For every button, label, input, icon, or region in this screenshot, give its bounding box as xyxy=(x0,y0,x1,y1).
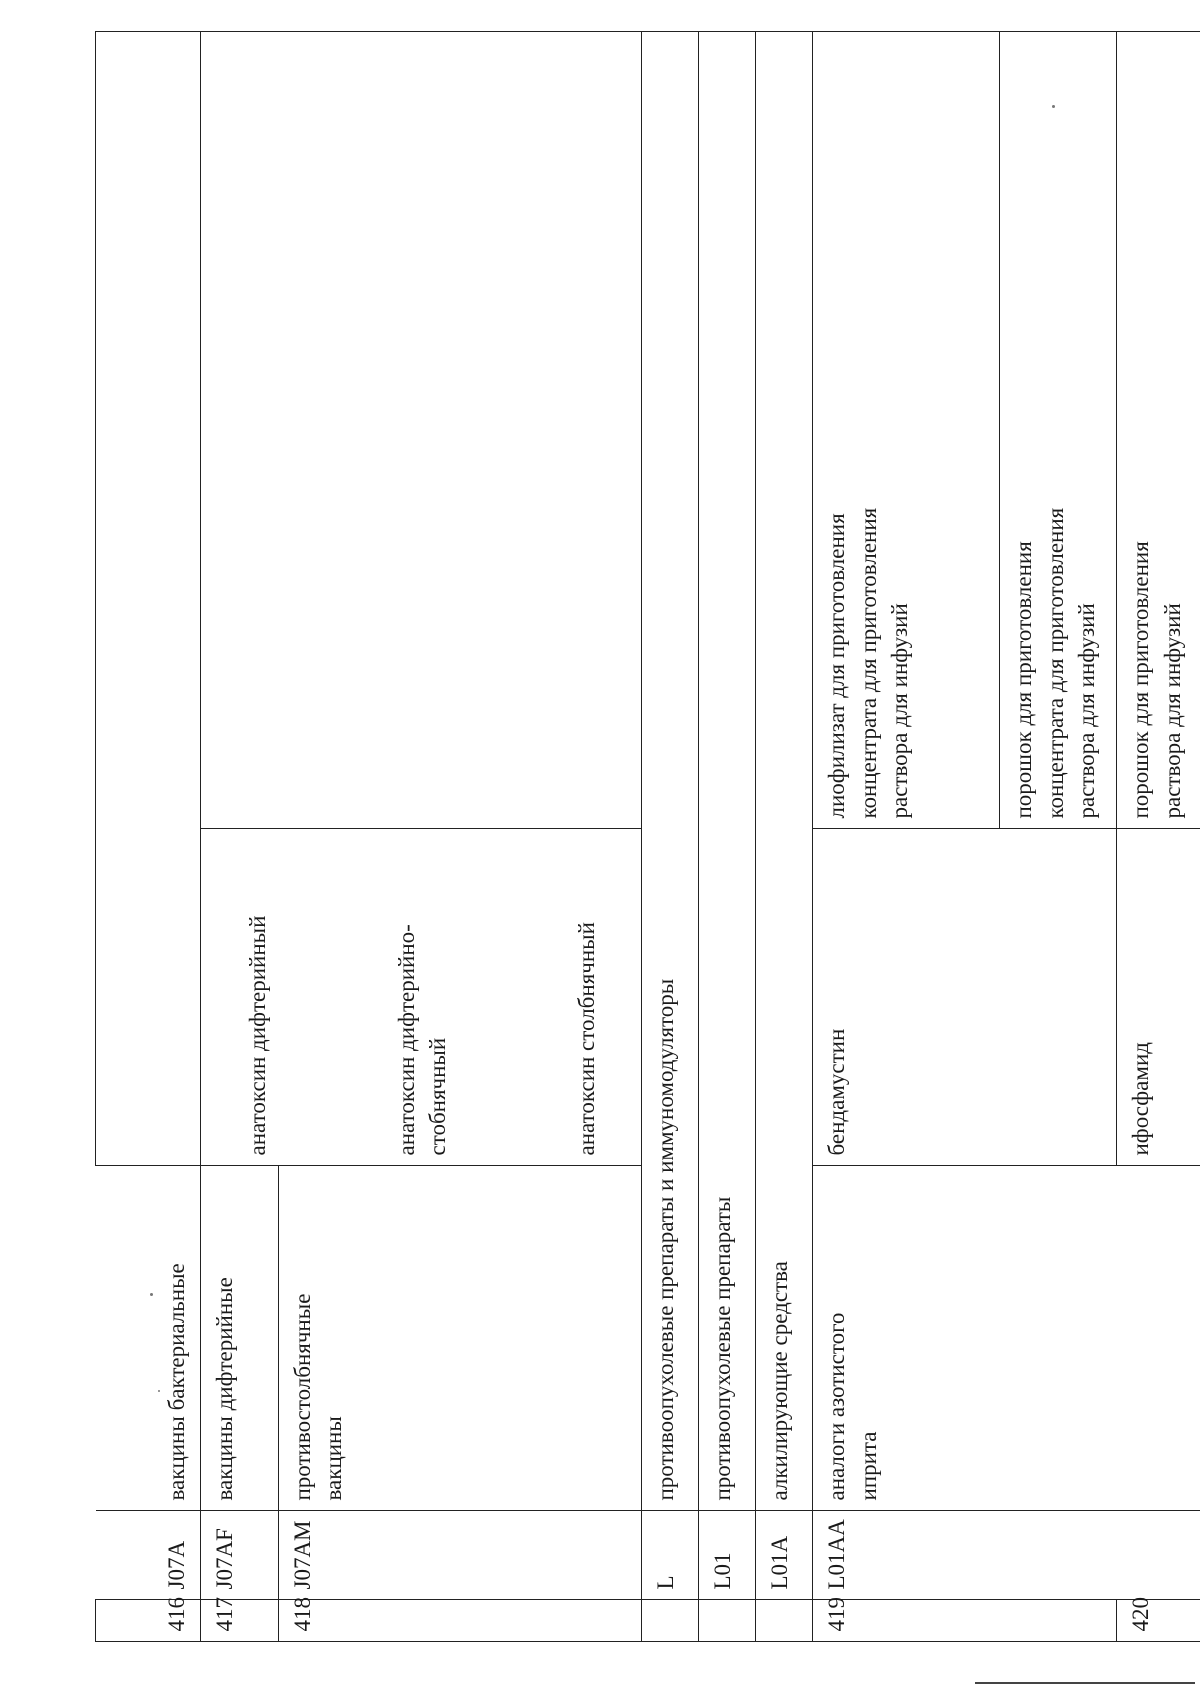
dosage-form: порошок для приготовления раствора для инфузий xyxy=(1117,32,1200,829)
margin-cell xyxy=(1000,1642,1117,1682)
row-number: 417 xyxy=(201,1600,279,1642)
dosage-form: порошок для приготовления концентрата для приготовления раствора для инфузий xyxy=(1000,32,1117,829)
row-number xyxy=(699,1600,756,1642)
table-row-L01 xyxy=(699,32,756,1682)
drug-list-table xyxy=(95,32,1200,1683)
form-cell xyxy=(201,32,642,829)
row-number: 418 xyxy=(278,1600,642,1642)
margin-cell xyxy=(699,1642,756,1682)
table-row-L xyxy=(642,32,699,1682)
atc-code: L xyxy=(642,1511,699,1600)
atc-group-name: алкилирующие средства xyxy=(756,32,813,1511)
inn-cell xyxy=(201,829,642,1166)
atc-code: J07A xyxy=(96,1511,201,1600)
margin-cell xyxy=(813,1642,1000,1682)
inn-name: бендамустин xyxy=(813,829,1117,1166)
table-row-419 xyxy=(813,32,1000,1682)
margin-cell xyxy=(278,1642,642,1682)
dosage-form: лиофилизат для приготовления концентрата для приготовления раствора для инфузий xyxy=(813,32,1000,829)
empty-cell xyxy=(96,32,201,1166)
margin-cell xyxy=(96,1642,201,1682)
row-number: 420 xyxy=(1117,1600,1200,1642)
inn-item: анатоксин столбнячный xyxy=(574,922,600,1156)
row-number: 416 xyxy=(96,1600,201,1642)
inn-item: анатоксин дифтерийно-стобнячный xyxy=(394,924,451,1156)
scan-edge-line xyxy=(975,1682,1195,1684)
atc-code: J07AF xyxy=(201,1511,279,1600)
scan-speck xyxy=(150,1293,153,1296)
atc-code: L01A xyxy=(756,1511,813,1600)
table-row-416 xyxy=(96,32,201,1682)
atc-code: L01AA xyxy=(813,1511,1200,1600)
row-number xyxy=(756,1600,813,1642)
row-number: 419 xyxy=(813,1600,1117,1642)
atc-group-name: противоопухолевые препараты и иммуномодуляторы xyxy=(642,32,699,1511)
table-row-417 xyxy=(201,32,279,1682)
margin-cell xyxy=(756,1642,813,1682)
inn-name: ифосфамид xyxy=(1117,829,1200,1166)
atc-group-name: противоопухолевые препараты xyxy=(699,32,756,1511)
atc-group-name: вакцины бактериальные xyxy=(96,1166,201,1511)
atc-group-name: вакцины дифтерийные xyxy=(201,1166,279,1511)
atc-group-name: противостолбнячные вакцины xyxy=(278,1166,642,1511)
inn-item: анатоксин дифтерийный xyxy=(245,915,271,1156)
atc-code: J07AM xyxy=(278,1511,642,1600)
table-row-L01A xyxy=(756,32,813,1682)
margin-cell xyxy=(1117,1642,1200,1682)
margin-cell xyxy=(201,1642,279,1682)
scan-speck xyxy=(158,1390,160,1392)
atc-code: L01 xyxy=(699,1511,756,1600)
row-number xyxy=(642,1600,699,1642)
scan-speck xyxy=(1052,105,1055,108)
rotated-drug-table xyxy=(95,32,1185,1682)
margin-cell xyxy=(642,1642,699,1682)
atc-group-name: аналоги азотистого иприта xyxy=(813,1166,1200,1511)
